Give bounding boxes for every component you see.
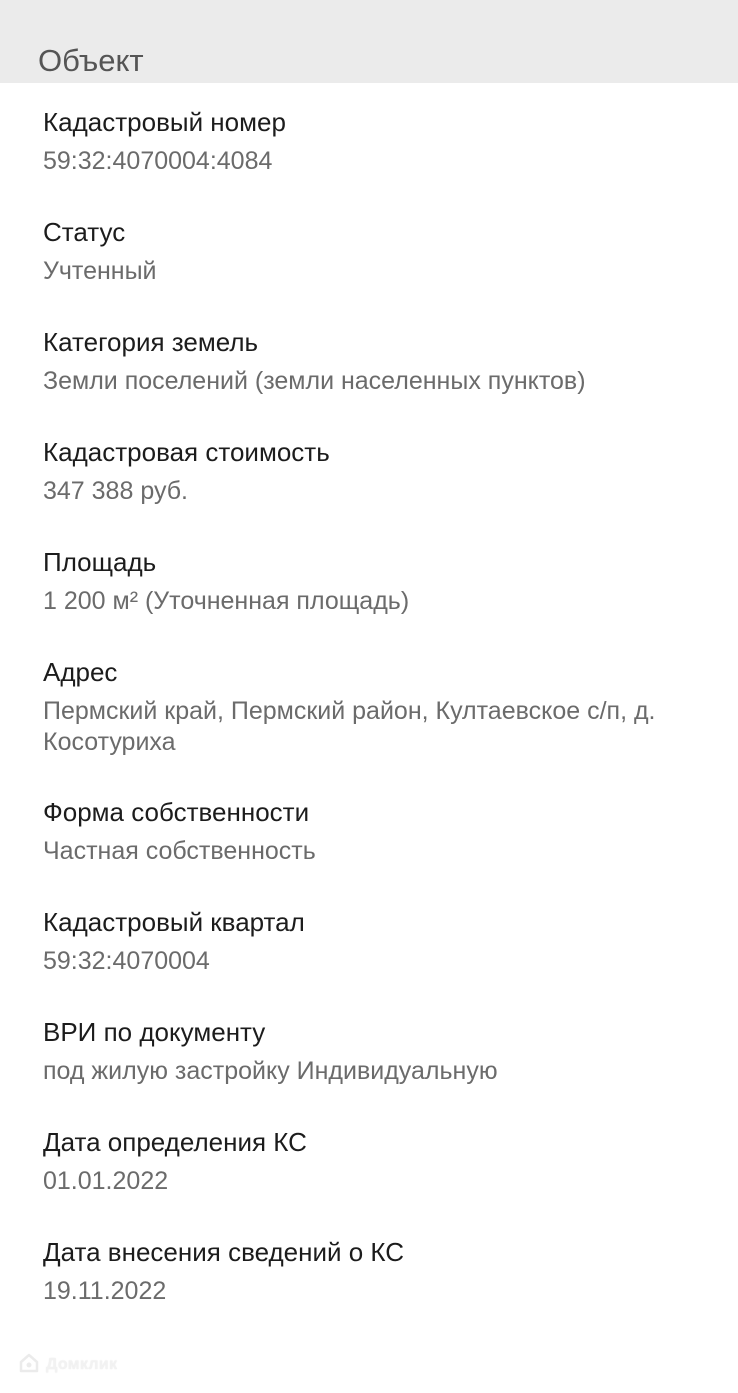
field-value: Учтенный — [43, 257, 157, 285]
watermark-text: Домклик — [46, 1356, 118, 1373]
watermark — [18, 1352, 117, 1378]
field-area — [43, 540, 723, 617]
field-valuation-date — [43, 1120, 723, 1197]
field-cadastral-value — [43, 430, 723, 507]
field-value: Земли поселений (земли населенных пунктов) — [43, 367, 586, 395]
field-label: Площадь — [43, 547, 157, 577]
house-logo-icon — [18, 1352, 40, 1379]
field-value: 19.11.2022 — [43, 1277, 167, 1305]
field-value: 59:32:4070004:4084 — [43, 147, 273, 175]
field-label: Категория земель — [43, 327, 259, 357]
field-value: 01.01.2022 — [43, 1167, 169, 1195]
field-label: ВРИ по документу — [43, 1017, 266, 1047]
field-label: Адрес — [43, 657, 118, 687]
field-label: Статус — [43, 217, 126, 247]
field-label: Форма собственности — [43, 797, 310, 827]
field-value: под жилую застройку Индивидуальную — [43, 1057, 498, 1085]
field-permitted-use — [43, 1010, 723, 1087]
field-value: 347 388 руб. — [43, 477, 188, 505]
field-cadastral-number — [43, 100, 723, 177]
field-label: Кадастровая стоимость — [43, 437, 330, 467]
field-value: Пермский край, Пермский район, Култаевское с/п, д. Косотуриха — [43, 697, 656, 756]
field-ownership-form — [43, 790, 723, 867]
field-entry-date — [43, 1230, 723, 1307]
field-label: Кадастровый квартал — [43, 907, 305, 937]
section-title: Объект — [38, 43, 144, 78]
field-value: 59:32:4070004 — [43, 947, 210, 975]
field-value: 1 200 м² (Уточненная площадь) — [43, 587, 410, 615]
field-label: Дата определения КС — [43, 1127, 307, 1157]
object-details-list — [43, 100, 723, 1307]
field-address — [43, 650, 723, 758]
field-value: Частная собственность — [43, 837, 316, 865]
field-cadastral-quarter — [43, 900, 723, 977]
field-land-category — [43, 320, 723, 397]
field-label: Дата внесения сведений о КС — [43, 1237, 405, 1267]
field-status — [43, 210, 723, 287]
section-header — [0, 0, 738, 83]
field-label: Кадастровый номер — [43, 107, 286, 137]
